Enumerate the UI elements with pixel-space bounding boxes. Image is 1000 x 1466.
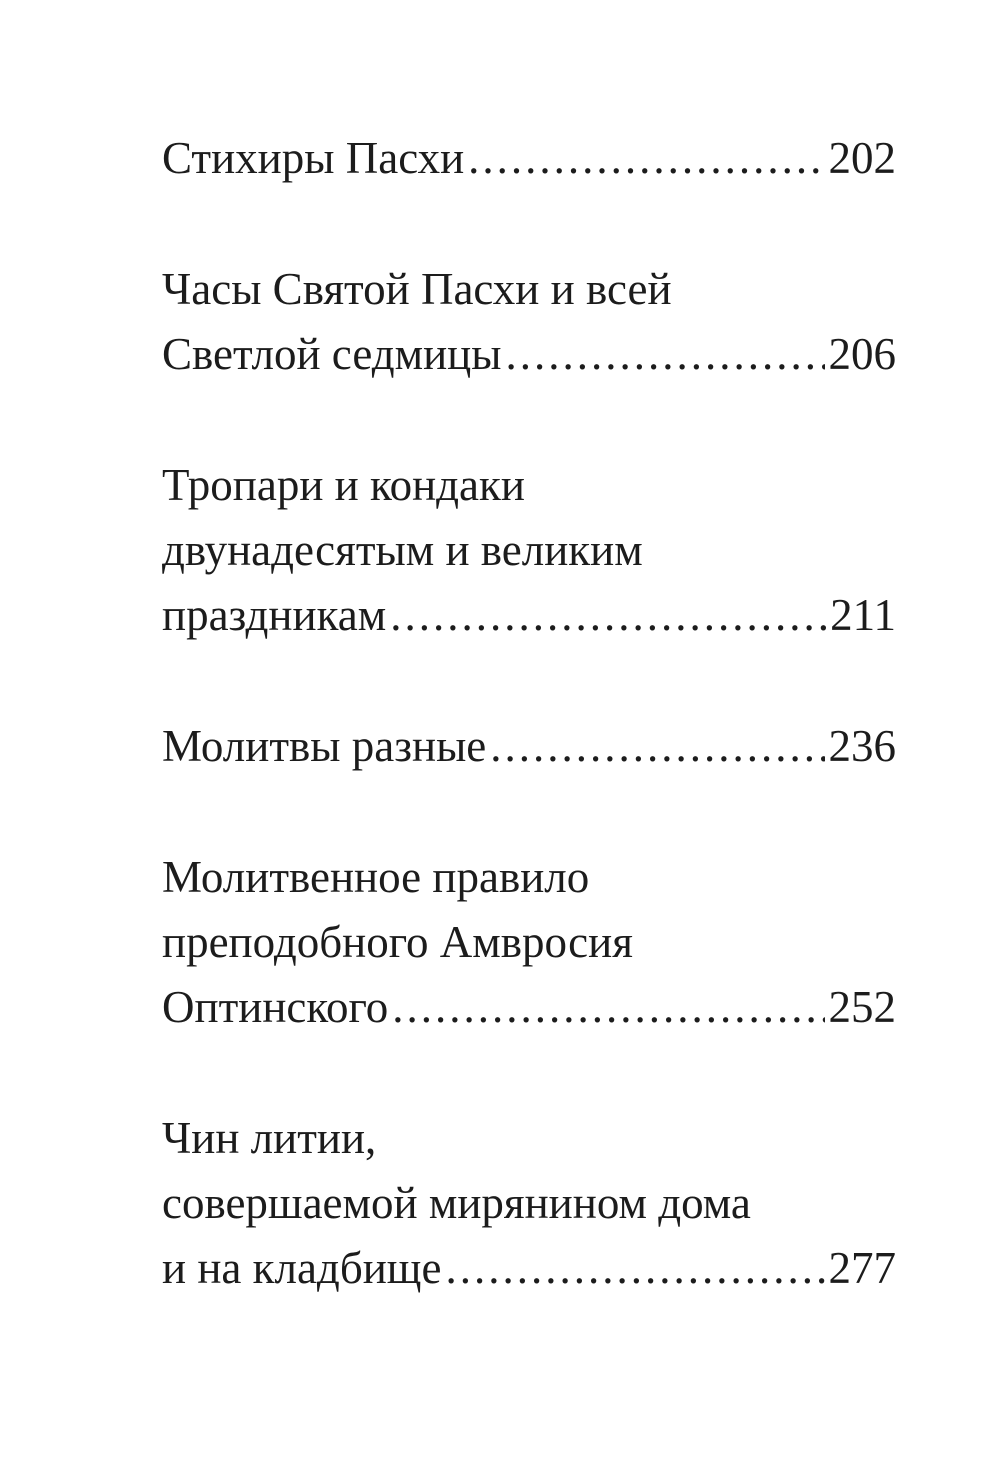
toc-entry-title: Молитвы разные (162, 721, 487, 771)
toc-entry-title-line: Часы Святой Пасхи и всей (162, 264, 672, 314)
toc-entry-last-line (162, 126, 896, 191)
dot-leader (468, 126, 824, 191)
dot-leader (390, 583, 826, 648)
toc-entry-title-line: Чин литии, (162, 1113, 377, 1163)
toc-entry-title: Светлой седмицы (162, 329, 502, 379)
toc-entry-title-line: совершаемой мирянином дома (162, 1178, 751, 1228)
toc-entry (162, 453, 896, 648)
toc-entry-page-number: 211 (830, 590, 896, 640)
toc-entry (162, 845, 896, 1040)
toc-entry-page-number: 236 (828, 721, 896, 771)
toc-entry-title-line: Тропари и кондаки (162, 460, 525, 510)
toc-entry-page-number: 277 (828, 1243, 896, 1293)
toc-entry-title: и на кладбище (162, 1243, 442, 1293)
toc-entry (162, 714, 896, 779)
toc-entry (162, 257, 896, 387)
toc-entry-last-line (162, 975, 896, 1040)
toc-entry-title: Стихиры Пасхи (162, 133, 465, 183)
toc-entry-page-number: 202 (828, 133, 896, 183)
toc-entry (162, 126, 896, 191)
toc-entry-title: Оптинского (162, 982, 389, 1032)
toc-entry-last-line (162, 322, 896, 387)
dot-leader (392, 975, 824, 1040)
toc-entry-last-line (162, 714, 896, 779)
toc-entry-title: праздникам (162, 590, 387, 640)
toc-entry-page-number: 252 (828, 982, 896, 1032)
toc-entry-last-line (162, 583, 896, 648)
dot-leader (445, 1236, 824, 1301)
toc-entry-title-line: Молитвенное правило (162, 852, 590, 902)
toc-entry-title-line: преподобного Амвросия (162, 917, 633, 967)
table-of-contents (162, 126, 896, 1367)
toc-entry (162, 1106, 896, 1301)
dot-leader (505, 322, 824, 387)
toc-entry-page-number: 206 (828, 329, 896, 379)
dot-leader (490, 714, 824, 779)
toc-entry-title-line: двунадесятым и великим (162, 525, 643, 575)
toc-entry-last-line (162, 1236, 896, 1301)
